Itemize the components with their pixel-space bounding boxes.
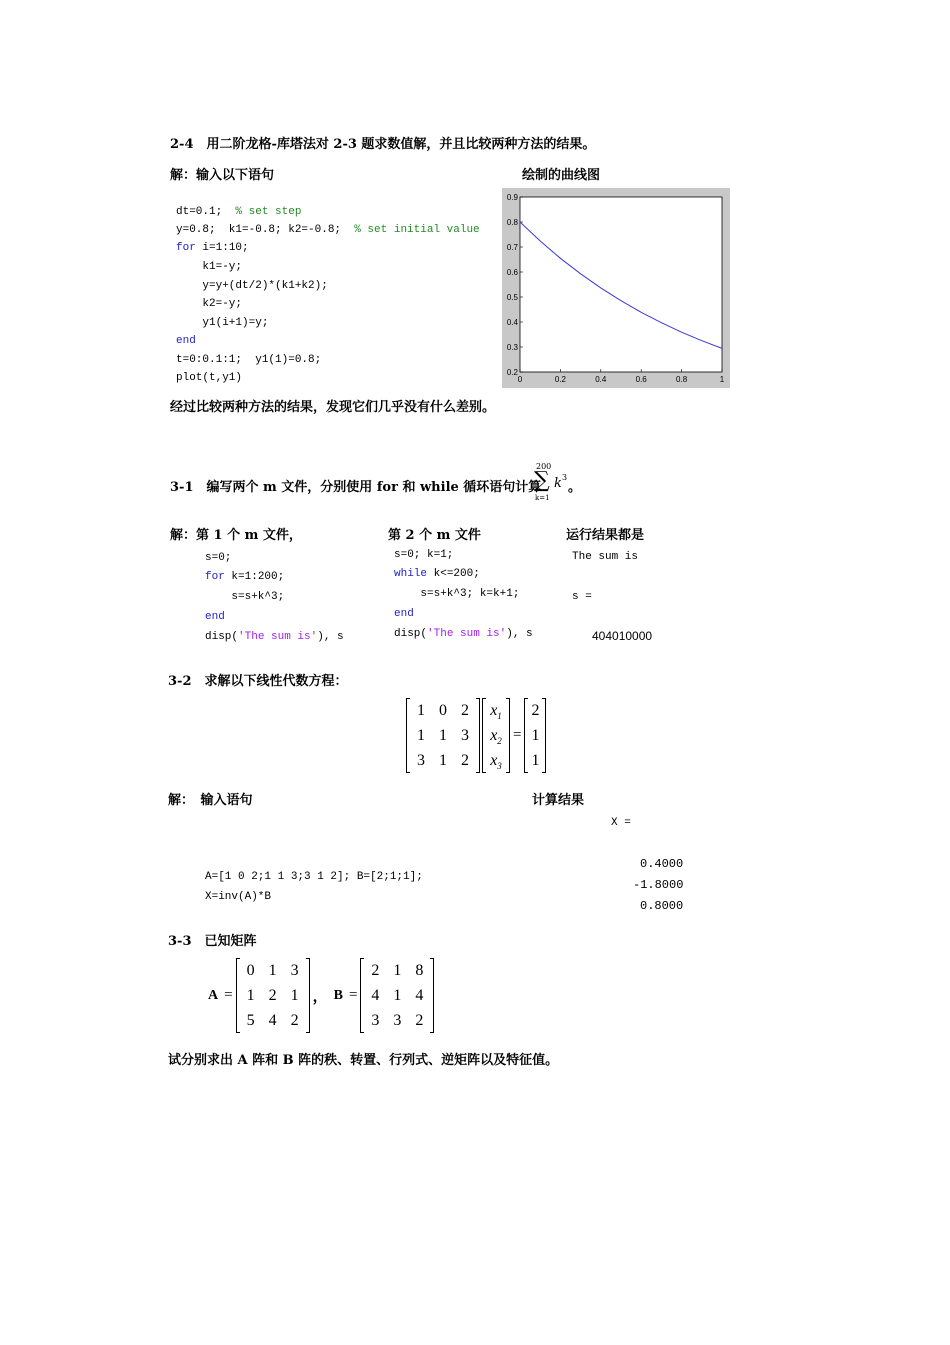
section-2-4-title: 2-4 用二阶龙格-库塔法对 2-3 题求数值解，并且比较两种方法的结果。 bbox=[170, 137, 596, 152]
plot-axes bbox=[520, 197, 722, 372]
y-tick-label: 0.5 bbox=[506, 293, 518, 302]
code-file-2 bbox=[394, 548, 564, 648]
file2-label: 第 2 个 m 文件 bbox=[388, 528, 481, 543]
matrix-cell: $x_1$ bbox=[490, 702, 502, 722]
section-3-3-title: 3-3 已知矩阵 bbox=[168, 934, 257, 949]
solution-label-3-2: 解： 输入语句 bbox=[168, 793, 253, 808]
matrix-cell: 2 bbox=[461, 752, 469, 769]
code-block-3-2 bbox=[205, 870, 465, 910]
output-value-2: -1.8000 bbox=[633, 878, 684, 892]
matrix-a bbox=[236, 958, 310, 1033]
equals-sign: = bbox=[513, 727, 522, 743]
code-line: disp( bbox=[205, 631, 239, 643]
curve-plot bbox=[502, 188, 730, 388]
sum-exponent: 3 bbox=[562, 473, 568, 482]
conclusion: 经过比较两种方法的结果，发现它们几乎没有什么差别。 bbox=[170, 400, 496, 415]
code-comment: % set initial value bbox=[354, 224, 480, 236]
code-line: s=0; k=1; bbox=[394, 549, 454, 561]
variable-vector bbox=[482, 698, 510, 773]
x-tick-label: 0.6 bbox=[635, 375, 647, 384]
code-line: ), s bbox=[317, 631, 344, 643]
result-text: The sum is bbox=[572, 551, 639, 563]
matrix-a-label: A bbox=[208, 987, 219, 1003]
y-tick-label: 0.3 bbox=[506, 343, 518, 352]
matrix-cell: 1 bbox=[531, 752, 540, 769]
y-tick-label: 0.4 bbox=[506, 318, 518, 327]
x-tick-label: 0 bbox=[517, 375, 523, 384]
code-keyword: for bbox=[176, 242, 196, 254]
section-3-1-title bbox=[170, 476, 541, 495]
matrix-cell: 5 bbox=[246, 1012, 255, 1029]
matrix-cell: 2 bbox=[268, 987, 277, 1004]
output-value-3: 0.8000 bbox=[640, 899, 684, 913]
code-line: ), s bbox=[506, 628, 533, 640]
matrix-cell: 1 bbox=[417, 702, 425, 719]
code-line: X=inv(A)*B bbox=[205, 891, 272, 903]
code-line: disp( bbox=[394, 628, 428, 640]
code-line: s=s+k^3; bbox=[205, 591, 285, 603]
x-tick-label: 0.4 bbox=[595, 375, 607, 384]
sum-upper-limit: 200 bbox=[536, 462, 552, 471]
matrix-cell: 4 bbox=[371, 987, 380, 1004]
code-line: y1(i+1)=y; bbox=[176, 317, 269, 329]
code-line: A=[1 0 2;1 1 3;3 1 2]; B=[2;1;1]; bbox=[205, 871, 423, 883]
matrix-cell: 3 bbox=[290, 962, 299, 979]
sum-lower-limit: k=1 bbox=[535, 494, 550, 502]
code-comment: % set step bbox=[235, 206, 302, 218]
code-line: y=y+(dt/2)*(k1+k2); bbox=[176, 280, 328, 292]
code-line: k<=200; bbox=[427, 568, 480, 580]
matrix-cell: $x_2$ bbox=[490, 727, 502, 747]
y-tick-label: 0.2 bbox=[506, 368, 518, 377]
matrix-cell: 2 bbox=[531, 702, 540, 719]
equals-sign: = bbox=[224, 987, 233, 1003]
matrix-cell: 8 bbox=[415, 962, 424, 979]
matrix-cell: 3 bbox=[371, 1012, 380, 1029]
code-keyword: end bbox=[394, 608, 414, 620]
linear-equation bbox=[406, 698, 546, 773]
sum-formula bbox=[532, 462, 582, 504]
file1-label: 解：第 1 个 m 文件， bbox=[170, 528, 302, 543]
matrix-cell: 3 bbox=[393, 1012, 402, 1029]
section-3-2-title: 3-2 求解以下线性代数方程： bbox=[168, 674, 348, 689]
result-value: 404010000 bbox=[592, 629, 653, 643]
rhs-vector bbox=[524, 698, 546, 773]
code-line: k2=-y; bbox=[176, 298, 243, 310]
matrix-cell: 4 bbox=[415, 987, 424, 1004]
x-tick-label: 0.2 bbox=[554, 375, 566, 384]
code-string: 'The sum is' bbox=[238, 631, 318, 643]
matrix-cell: 1 bbox=[393, 962, 402, 979]
x-tick-label: 1 bbox=[719, 375, 725, 384]
code-line: k=1:200; bbox=[224, 571, 285, 583]
y-tick-label: 0.6 bbox=[506, 268, 518, 277]
matrix-b-label: B bbox=[333, 987, 343, 1003]
code-line: y=0.8; k1=-0.8; k2=-0.8; bbox=[176, 224, 355, 236]
plot-label: 绘制的曲线图 bbox=[522, 168, 601, 183]
code-string: 'The sum is' bbox=[427, 628, 507, 640]
code-line: plot(t,y1) bbox=[176, 372, 243, 384]
matrix-cell: 1 bbox=[531, 727, 540, 744]
title-text: 3-1 编写两个 m 文件，分别使用 for 和 while 循环语句计算 bbox=[170, 480, 542, 495]
matrix-cell: 3 bbox=[417, 752, 425, 769]
matrix-cell: 1 bbox=[393, 987, 402, 1004]
sum-symbol: ∑ bbox=[534, 468, 550, 493]
matrix-cell: 4 bbox=[268, 1012, 277, 1029]
y-tick-label: 0.8 bbox=[506, 218, 518, 227]
matrix-cell: 1 bbox=[417, 727, 425, 744]
matrix-cell: 3 bbox=[461, 727, 469, 744]
result-label: 运行结果都是 bbox=[566, 528, 645, 543]
code-line: s=0; bbox=[205, 552, 232, 564]
question-text: 试分别求出 A 阵和 B 阵的秩、转置、行列式、逆矩阵以及特征值。 bbox=[168, 1053, 559, 1068]
matrix-b bbox=[360, 958, 434, 1033]
sum-term: k bbox=[554, 476, 562, 491]
matrix-cell: $x_3$ bbox=[490, 752, 502, 772]
x-tick-label: 0.8 bbox=[676, 375, 688, 384]
y-tick-label: 0.7 bbox=[506, 243, 518, 252]
comma: ， bbox=[312, 989, 328, 1005]
code-line: k1=-y; bbox=[176, 261, 243, 273]
output-value-1: 0.4000 bbox=[640, 857, 684, 871]
solution-label: 解：输入以下语句 bbox=[170, 168, 275, 183]
title-end: 。 bbox=[568, 480, 582, 495]
matrix-cell: 1 bbox=[290, 987, 299, 1004]
matrix-definitions bbox=[205, 958, 434, 1033]
code-file-1 bbox=[205, 551, 385, 651]
y-tick-label: 0.9 bbox=[506, 193, 518, 202]
code-line: s=s+k^3; k=k+1; bbox=[394, 588, 520, 600]
code-line: t=0:0.1:1; y1(1)=0.8; bbox=[176, 354, 322, 366]
code-keyword: end bbox=[176, 335, 196, 347]
matrix-cell: 2 bbox=[290, 1012, 299, 1029]
coefficient-matrix bbox=[406, 698, 480, 773]
result-label-3-2: 计算结果 bbox=[532, 793, 585, 808]
matrix-cell: 2 bbox=[461, 702, 469, 719]
code-keyword: end bbox=[205, 611, 225, 623]
output-x: X = bbox=[611, 817, 631, 829]
code-keyword: while bbox=[394, 568, 428, 580]
matrix-cell: 2 bbox=[371, 962, 380, 979]
code-keyword: for bbox=[205, 571, 225, 583]
matrix-cell: 2 bbox=[415, 1012, 424, 1029]
matrix-cell: 0 bbox=[246, 962, 255, 979]
code-line: i=1:10; bbox=[195, 242, 249, 254]
matrix-cell: 0 bbox=[439, 702, 447, 719]
code-block-2-4 bbox=[176, 205, 496, 395]
equals-sign: = bbox=[348, 987, 358, 1003]
code-line: dt=0.1; bbox=[176, 206, 236, 218]
result-s: s = bbox=[572, 591, 592, 603]
matrix-cell: 1 bbox=[439, 727, 447, 744]
matrix-cell: 1 bbox=[439, 752, 447, 769]
matrix-cell: 1 bbox=[246, 987, 255, 1004]
matrix-cell: 1 bbox=[268, 962, 277, 979]
